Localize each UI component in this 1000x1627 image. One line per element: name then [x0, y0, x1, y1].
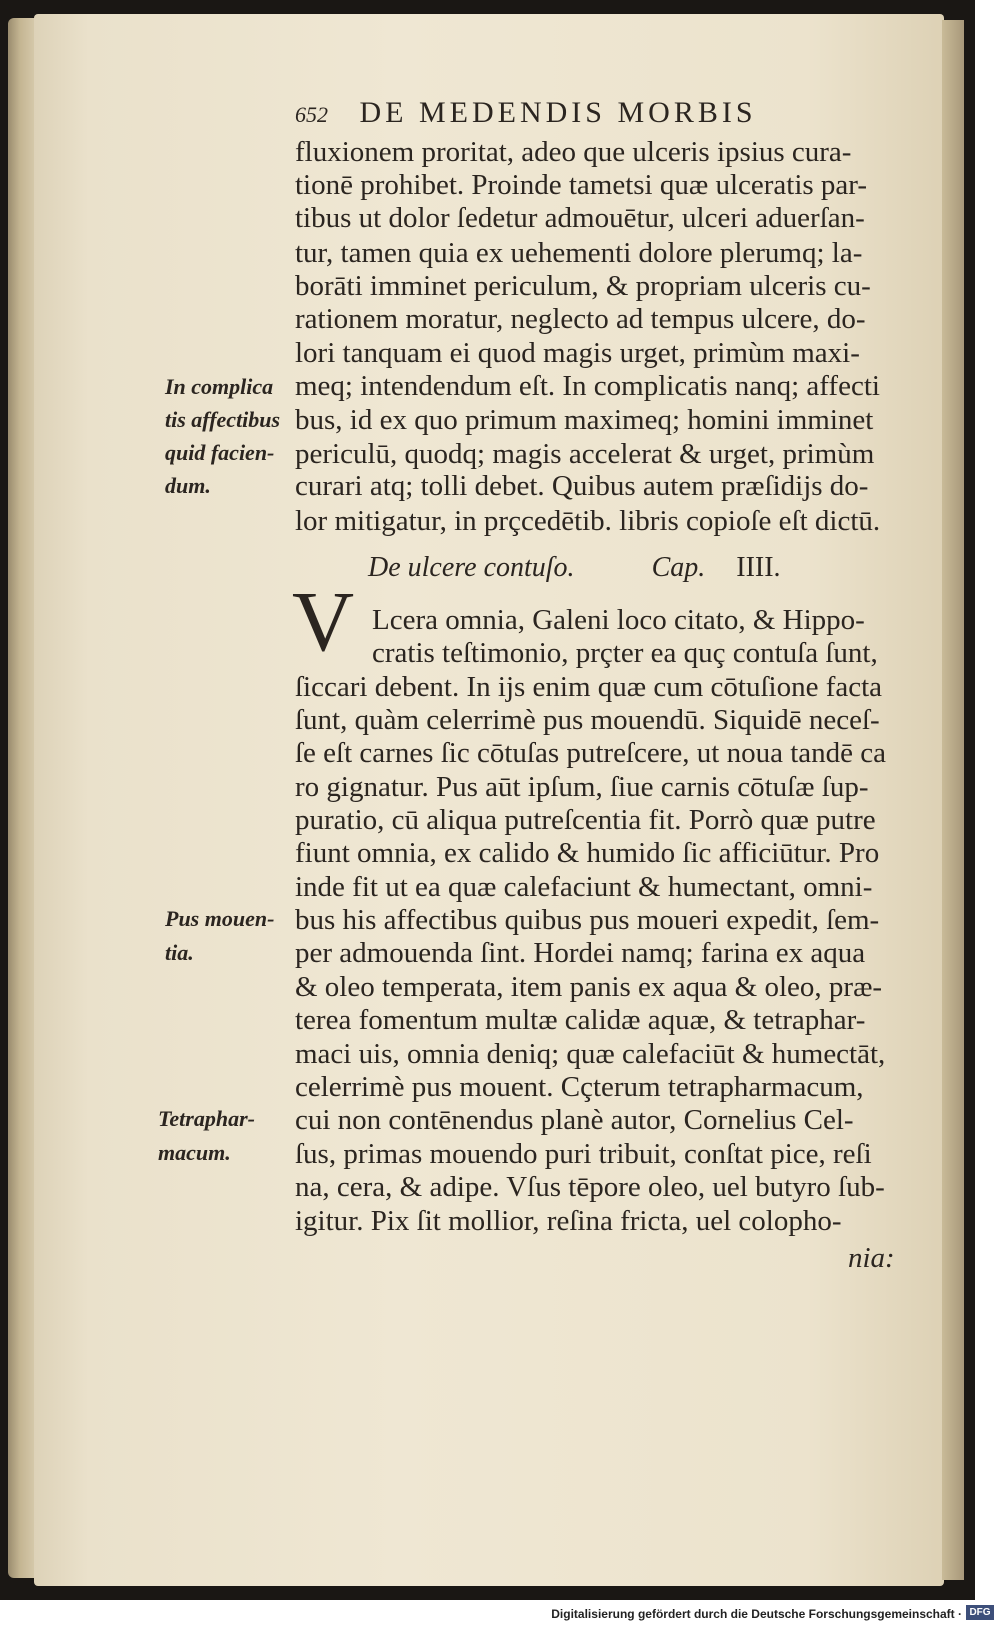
text-line: bus his affectibus quibus pus moueri expedit, ſem- — [295, 904, 880, 936]
marginal-note-line: Tetraphar- — [158, 1106, 255, 1131]
text-line: inde fit ut ea quæ calefaciunt & humectant, omni- — [295, 871, 873, 903]
text-line: ſe eſt carnes ſic cōtuſas putreſcere, ut noua tandē ca — [295, 737, 886, 769]
text-line: lori tanquam ei quod magis urget, primùm maxi- — [295, 337, 860, 369]
text-line: meq; intendendum eſt. In complicatis nanq; affecti — [295, 370, 880, 402]
dfg-logo: DFG — [966, 1605, 994, 1620]
marginal-note-line: dum. — [165, 473, 211, 498]
marginal-note-line: quid facien- — [165, 440, 275, 465]
text-line: ro gignatur. Pus aūt ipſum, ſiue carnis cōtuſæ ſup- — [295, 771, 869, 803]
text-line: ſunt, quàm celerrimè pus mouendū. Siquidē neceſ- — [295, 704, 880, 736]
chapter-cap: Cap. — [651, 552, 706, 583]
text-line: & oleo temperata, item panis ex aqua & oleo, præ- — [295, 971, 883, 1003]
text-line: cratis teſtimonio, prçter ea quç contuſa ſunt, — [372, 637, 878, 669]
marginal-note-line: tia. — [165, 940, 194, 965]
running-header — [295, 96, 757, 130]
text-line: tibus ut dolor ſedetur admouētur, ulceri aduerſan- — [295, 202, 865, 234]
text-line: ſiccari debent. In ijs enim quæ cum cōtuſione facta — [295, 671, 883, 703]
text-line: Lcera omnia, Galeni loco citato, & Hippo- — [372, 604, 865, 636]
text-line: periculū, quodq; magis accelerat & urget, primùm — [295, 438, 875, 470]
footer-bar — [0, 1600, 1000, 1627]
marginal-note-line: macum. — [158, 1140, 231, 1165]
page-number: 652 — [295, 102, 328, 127]
text-line: igitur. Pix ſit mollior, reſina fricta, uel colopho- — [295, 1205, 842, 1237]
text-line: fiunt omnia, ex calido & humido ſic afficiūtur. Pro — [295, 837, 880, 869]
chapter-heading — [368, 552, 781, 584]
text-line: maci uis, omnia deniq; quæ calefaciūt & humectāt, — [295, 1038, 886, 1070]
text-line: cui non contēnendus planè autor, Cornelius Cel- — [295, 1104, 854, 1136]
text-line: per admouenda ſint. Hordei namq; farina ex aqua — [295, 937, 866, 969]
text-line: bus, id ex quo primum maximeq; homini imminet — [295, 404, 874, 436]
marginal-note — [158, 1106, 255, 1166]
drop-capital: V — [292, 573, 355, 669]
text-line: puratio, cū aliqua putreſcentia fit. Porrò quæ putre — [295, 804, 876, 836]
running-title: DE MEDENDIS MORBIS — [359, 96, 757, 129]
text-line: tionē prohibet. Proinde tametsi quæ ulceratis par- — [295, 169, 868, 201]
text-line: curari atq; tolli debet. Quibus autem præſidijs do- — [295, 470, 869, 502]
text-line: celerrimè pus mouent. Cçterum tetrapharmacum, — [295, 1071, 864, 1103]
chapter-title: De ulcere contuſo. — [368, 552, 575, 583]
chapter-number: IIII. — [736, 552, 781, 583]
text-line: fluxionem proritat, adeo que ulceris ipsius cura- — [295, 136, 852, 168]
footer-credit: Digitalisierung gefördert durch die Deutsche Forschungsgemeinschaft · — [551, 1607, 962, 1621]
marginal-note-line: In complica — [165, 374, 274, 399]
marginal-note-line: tis affectibus — [165, 407, 281, 432]
marginal-note — [165, 906, 274, 966]
page-edge-right — [942, 20, 964, 1580]
text-line: ſus, primas mouendo puri tribuit, conſtat pice, reſi — [295, 1138, 872, 1170]
marginal-note-line: Pus mouen- — [165, 906, 275, 931]
text-line: na, cera, & adipe. Vſus tēpore oleo, uel butyro ſub- — [295, 1171, 885, 1203]
text-line: lor mitigatur, in prçcedētib. libris copioſe eſt dictū. — [295, 505, 881, 537]
text-line: rationem moratur, neglecto ad tempus ulcere, do- — [295, 303, 866, 335]
text-line: borāti imminet periculum, & propriam ulceris cu- — [295, 270, 871, 302]
text-line: tur, tamen quia ex uehementi dolore plerumq; la- — [295, 237, 863, 269]
text-line: terea fomentum multæ calidæ aquæ, & tetraphar- — [295, 1004, 866, 1036]
marginal-note — [165, 374, 280, 499]
catchword: nia: — [848, 1242, 895, 1274]
